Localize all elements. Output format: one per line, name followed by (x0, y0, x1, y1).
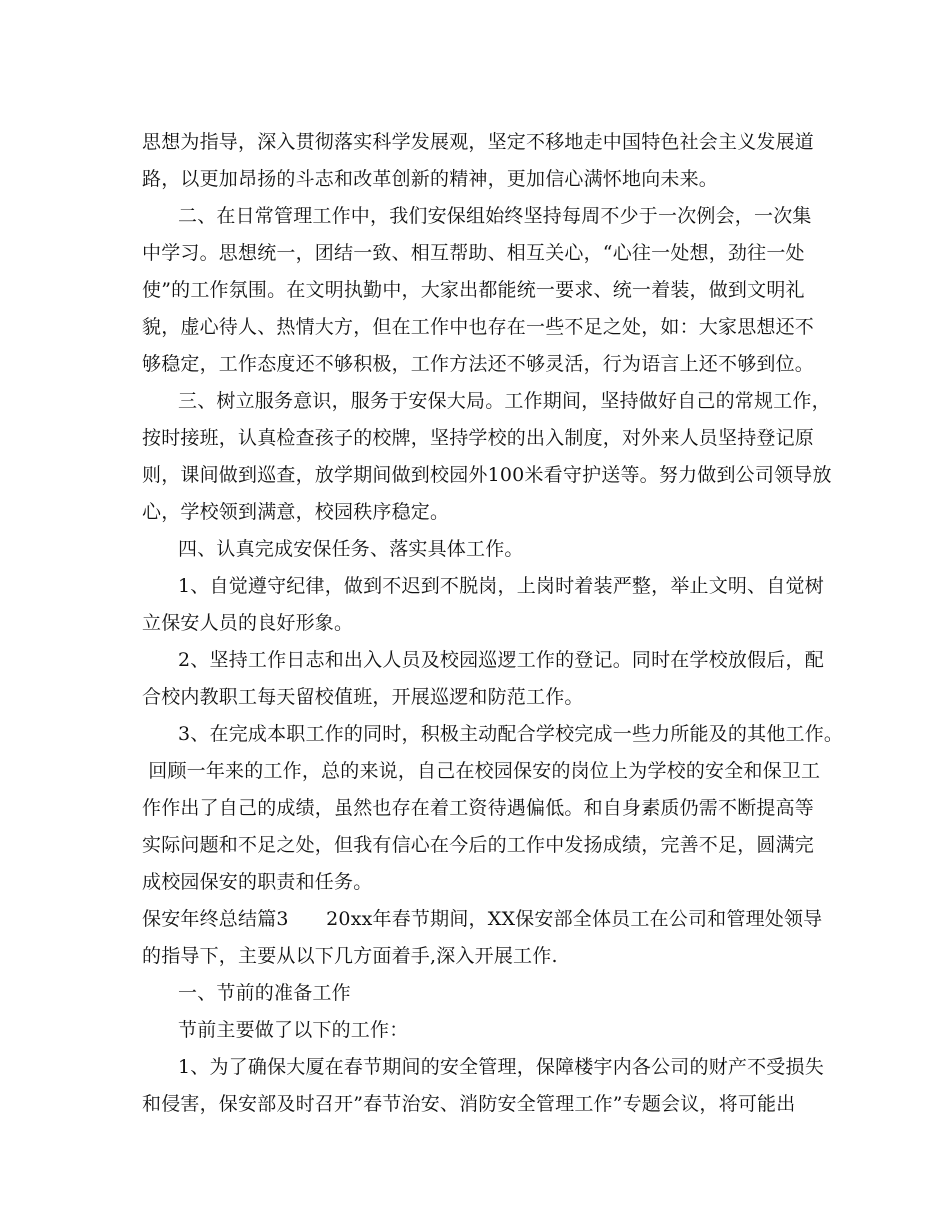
text-line: 中学习。思想统一，团结一致、相互帮助、相互关心，“心往一处想，劲往一处 (142, 242, 805, 264)
text-line: 成校园保安的职责和任务。 (142, 871, 373, 893)
text-line: 四、认真完成安保任务、落实具体工作。 (178, 538, 524, 560)
text-line: 则，课间做到巡查，放学期间做到校园外100米看守护送等。努力做到公司领导放 (142, 464, 832, 486)
text-line: 的指导下，主要从以下几方面着手,深入开展工作. (142, 945, 558, 967)
text-line: 合校内教职工每天留校值班，开展巡逻和防范工作。 (142, 686, 584, 708)
text-line: 使”的工作氛围。在文明执勤中，大家出都能统一要求、统一着装，做到文明礼 (142, 279, 805, 301)
text-line: 立保安人员的良好形象。 (142, 612, 354, 634)
text-line: 节前主要做了以下的工作： (178, 1019, 409, 1041)
text-line: 3、在完成本职工作的同时，积极主动配合学校完成一些力所能及的其他工作。 (178, 723, 844, 745)
text-line: 保安年终总结篇3 20xx年春节期间，XX保安部全体员工在公司和管理处领导 (142, 908, 823, 930)
text-line: 和侵害，保安部及时召开”春节治安、消防安全管理工作”专题会议，将可能出 (142, 1093, 796, 1115)
text-line: 1、为了确保大厦在春节期间的安全管理，保障楼宇内各公司的财产不受损失 (178, 1056, 824, 1078)
text-line: 二、在日常管理工作中，我们安保组始终坚持每周不少于一次例会，一次集 (178, 205, 812, 227)
text-line: 按时接班，认真检查孩子的校牌，坚持学校的出入制度，对外来人员坚持登记原 (142, 427, 815, 449)
text-line: 一、节前的准备工作 (178, 982, 351, 1004)
text-line: 心，学校领到满意，校园秩序稳定。 (142, 501, 450, 523)
text-line: 回顾一年来的工作，总的来说，自己在校园保安的岗位上为学校的安全和保卫工 (142, 760, 821, 782)
text-line: 2、坚持工作日志和出入人员及校园巡逻工作的登记。同时在学校放假后，配 (178, 649, 824, 671)
text-line: 1、自觉遵守纪律，做到不迟到不脱岗，上岗时着装严整，举止文明、自觉树 (178, 575, 824, 597)
text-line: 三、树立服务意识，服务于安保大局。工作期间，坚持做好自己的常规工作， (178, 390, 831, 412)
text-line: 思想为指导，深入贯彻落实科学发展观，坚定不移地走中国特色社会主义发展道 (142, 131, 815, 153)
text-line: 实际问题和不足之处，但我有信心在今后的工作中发扬成绩，完善不足，圆满完 (142, 834, 815, 856)
text-line: 够稳定，工作态度还不够积极，工作方法还不够灵活，行为语言上还不够到位。 (142, 353, 815, 375)
text-line: 作作出了自己的成绩，虽然也存在着工资待遇偏低。和自身素质仍需不断提高等 (142, 797, 815, 819)
text-line: 路，以更加昂扬的斗志和改革创新的精神，更加信心满怀地向未来。 (142, 168, 719, 190)
text-line: 貌，虚心待人、热情大方，但在工作中也存在一些不足之处，如：大家思想还不 (142, 316, 815, 338)
